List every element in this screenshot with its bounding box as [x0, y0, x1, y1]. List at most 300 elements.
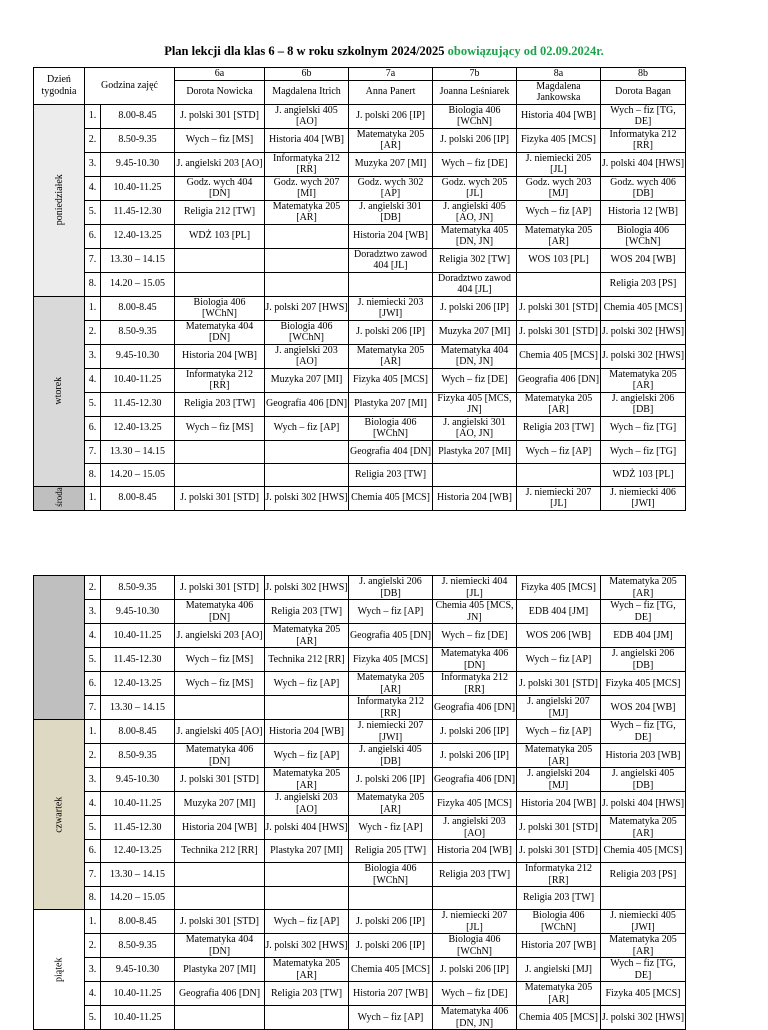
lesson-cell: Historia 404 [WB] — [265, 128, 349, 152]
lesson-cell: Religia 203 [TW] — [517, 416, 601, 440]
lesson-row — [34, 486, 686, 510]
lesson-row — [34, 440, 686, 463]
lesson-row — [34, 392, 686, 416]
lesson-cell: Religia 203 [TW] — [433, 863, 517, 887]
lesson-cell: Wych – fiz [AP] — [517, 648, 601, 672]
lesson-cell: Doradztwo zawod 404 [JL] — [433, 272, 517, 296]
lesson-number: 8. — [85, 887, 101, 910]
lesson-cell: Geografia 406 [DN] — [265, 392, 349, 416]
lesson-cell: J. niemiecki 205 [JL] — [517, 152, 601, 176]
lesson-cell: Wych – fiz [MS] — [175, 416, 265, 440]
header-class: 6b — [265, 68, 349, 81]
title-main: Plan lekcji dla klas 6 – 8 w roku szkolnym 2024/2025 — [164, 44, 448, 58]
day-cell — [34, 104, 85, 296]
lesson-cell: J. polski 301 [STD] — [517, 320, 601, 344]
lesson-time: 10.40-11.25 — [101, 982, 175, 1006]
lesson-cell: Historia 204 [WB] — [517, 792, 601, 816]
lesson-number: 6. — [85, 840, 101, 863]
lesson-row — [34, 624, 686, 648]
lesson-cell: Wych – fiz [TG, DE] — [601, 958, 686, 982]
lesson-time: 8.50-9.35 — [101, 576, 175, 600]
lesson-row — [34, 176, 686, 200]
lesson-cell: Religia 203 [TW] — [349, 463, 433, 486]
lesson-cell — [517, 272, 601, 296]
lesson-time: 8.00-8.45 — [101, 296, 175, 320]
lesson-cell: Technika 212 [RR] — [265, 648, 349, 672]
lesson-cell: J. polski 206 [IP] — [433, 744, 517, 768]
day-cell — [34, 576, 85, 720]
lesson-cell: J. niemiecki 207 [JL] — [517, 486, 601, 510]
header-class: 7b — [433, 68, 517, 81]
lesson-cell: Biologia 406 [WChN] — [349, 863, 433, 887]
lesson-cell: Religia 203 [PS] — [601, 272, 686, 296]
lesson-cell: J. angielski 301 [DB] — [349, 200, 433, 224]
lesson-number: 8. — [85, 272, 101, 296]
lesson-row — [34, 224, 686, 248]
lesson-number: 1. — [85, 486, 101, 510]
day-cell — [34, 910, 85, 1030]
header-teacher: Dorota Nowicka — [175, 80, 265, 104]
lesson-cell: Religia 203 [TW] — [175, 392, 265, 416]
lesson-cell: Wych – fiz [MS] — [175, 672, 265, 696]
lesson-cell — [175, 1006, 265, 1030]
lesson-time: 8.00-8.45 — [101, 104, 175, 128]
lesson-cell — [265, 887, 349, 910]
lesson-number: 2. — [85, 744, 101, 768]
lesson-cell: Muzyka 207 [MI] — [175, 792, 265, 816]
lesson-number: 3. — [85, 152, 101, 176]
lesson-cell: Godz. wych 406 [DB] — [601, 176, 686, 200]
lesson-cell: Plastyka 207 [MI] — [349, 392, 433, 416]
lesson-cell: Wych – fiz [AP] — [517, 200, 601, 224]
day-name: środa — [54, 487, 64, 507]
lesson-cell: Matematyka 406 [DN, JN] — [433, 1006, 517, 1030]
header-hour-column: Godzina zajęć — [85, 68, 175, 105]
lesson-cell: J. angielski 405 [DB] — [349, 744, 433, 768]
lesson-cell: Geografia 406 [DN] — [517, 368, 601, 392]
lesson-cell: J. niemiecki 404 [JL] — [433, 576, 517, 600]
header-class: 8b — [601, 68, 686, 81]
lesson-cell: WOS 103 [PL] — [517, 248, 601, 272]
lesson-cell: Religia 203 [TW] — [265, 982, 349, 1006]
lesson-cell: J. niemiecki 405 [JWI] — [601, 910, 686, 934]
lesson-cell — [265, 863, 349, 887]
lesson-cell: Matematyka 205 [AR] — [601, 816, 686, 840]
lesson-cell: J. polski 301 [STD] — [517, 816, 601, 840]
lesson-cell: Biologia 406 [WChN] — [175, 296, 265, 320]
lesson-number: 3. — [85, 600, 101, 624]
lesson-row — [34, 720, 686, 744]
page-title — [0, 43, 768, 59]
lesson-cell: J. polski 207 [HWS] — [265, 296, 349, 320]
lesson-number: 4. — [85, 982, 101, 1006]
lesson-time: 8.00-8.45 — [101, 910, 175, 934]
lesson-cell: J. niemiecki 207 [JL] — [433, 910, 517, 934]
lesson-cell: J. polski 206 [IP] — [349, 768, 433, 792]
lesson-row — [34, 416, 686, 440]
lesson-cell: J. polski 302 [HWS] — [265, 934, 349, 958]
lesson-cell: Geografia 405 [DN] — [349, 624, 433, 648]
lesson-cell: Religia 302 [TW] — [433, 248, 517, 272]
lesson-time: 12.40-13.25 — [101, 672, 175, 696]
lesson-row — [34, 768, 686, 792]
lesson-cell: Matematyka 406 [DN] — [175, 600, 265, 624]
lesson-cell: Informatyka 212 [RR] — [175, 368, 265, 392]
lesson-cell — [517, 463, 601, 486]
lesson-cell: Fizyka 405 [MCS] — [349, 648, 433, 672]
lesson-time: 11.45-12.30 — [101, 816, 175, 840]
lesson-cell: Matematyka 205 [AR] — [601, 576, 686, 600]
lesson-cell — [265, 224, 349, 248]
lesson-number: 4. — [85, 368, 101, 392]
header-teacher: Joanna Leśniarek — [433, 80, 517, 104]
lesson-cell: WOS 206 [WB] — [517, 624, 601, 648]
lesson-cell: Wych – fiz [AP] — [349, 1006, 433, 1030]
lesson-cell: Religia 203 [PS] — [601, 863, 686, 887]
lesson-cell: Matematyka 404 [DN] — [175, 320, 265, 344]
lesson-cell: Wych – fiz [AP] — [265, 910, 349, 934]
lesson-time: 8.00-8.45 — [101, 486, 175, 510]
lesson-cell: Doradztwo zawod 404 [JL] — [349, 248, 433, 272]
lesson-time: 10.40-11.25 — [101, 1006, 175, 1030]
lesson-cell: Chemia 405 [MCS] — [517, 344, 601, 368]
lesson-time: 13.30 – 14.15 — [101, 696, 175, 720]
lesson-cell: Matematyka 205 [AR] — [349, 792, 433, 816]
lesson-cell: J. polski 301 [STD] — [175, 910, 265, 934]
lesson-cell: Historia 207 [WB] — [517, 934, 601, 958]
header-teacher: Magdalena Itrich — [265, 80, 349, 104]
lesson-cell: J. angielski 405 [AO] — [265, 104, 349, 128]
lesson-cell: WDŻ 103 [PL] — [601, 463, 686, 486]
lesson-cell: Chemia 405 [MCS] — [601, 840, 686, 863]
lesson-cell: J. polski 206 [IP] — [349, 320, 433, 344]
lesson-time: 11.45-12.30 — [101, 392, 175, 416]
lesson-number: 1. — [85, 104, 101, 128]
lesson-row — [34, 887, 686, 910]
lesson-number: 6. — [85, 416, 101, 440]
lesson-time: 10.40-11.25 — [101, 368, 175, 392]
header-teacher: Dorota Bagan — [601, 80, 686, 104]
lesson-cell: Biologia 406 [WChN] — [433, 104, 517, 128]
lesson-cell: Historia 204 [WB] — [433, 840, 517, 863]
lesson-cell: Chemia 405 [MCS] — [601, 296, 686, 320]
lesson-cell — [349, 887, 433, 910]
lesson-cell: Wych – fiz [AP] — [349, 600, 433, 624]
lesson-cell: Wych - fiz [AP] — [349, 816, 433, 840]
lesson-cell: Chemia 405 [MCS] — [349, 486, 433, 510]
schedule-table-page2 — [33, 575, 686, 1030]
lesson-cell: J. polski 404 [HWS] — [601, 152, 686, 176]
lesson-row — [34, 982, 686, 1006]
lesson-cell: Matematyka 205 [AR] — [349, 128, 433, 152]
lesson-time: 8.50-9.35 — [101, 934, 175, 958]
lesson-cell: Wych – fiz [TG] — [601, 440, 686, 463]
lesson-cell — [349, 272, 433, 296]
lesson-cell: Muzyka 207 [MI] — [265, 368, 349, 392]
lesson-cell: J. angielski 207 [MJ] — [517, 696, 601, 720]
lesson-cell — [265, 1006, 349, 1030]
lesson-cell: Historia 204 [WB] — [175, 816, 265, 840]
lesson-number: 1. — [85, 296, 101, 320]
header-teacher: Anna Panert — [349, 80, 433, 104]
lesson-cell: Fizyka 405 [MCS] — [517, 128, 601, 152]
lesson-cell: Chemia 405 [MCS] — [349, 958, 433, 982]
lesson-number: 2. — [85, 320, 101, 344]
lesson-row — [34, 792, 686, 816]
lesson-cell: J. polski 301 [STD] — [175, 486, 265, 510]
lesson-cell: J. polski 404 [HWS] — [265, 816, 349, 840]
lesson-row — [34, 863, 686, 887]
lesson-cell: J. angielski 204 [MJ] — [517, 768, 601, 792]
day-name: wtorek — [53, 377, 65, 405]
lesson-cell: Biologia 406 [WChN] — [265, 320, 349, 344]
lesson-row — [34, 463, 686, 486]
lesson-cell: J. angielski 203 [AO] — [265, 344, 349, 368]
lesson-cell — [601, 887, 686, 910]
lesson-number: 2. — [85, 128, 101, 152]
lesson-cell: Matematyka 406 [DN] — [433, 648, 517, 672]
lesson-row — [34, 128, 686, 152]
lesson-time: 13.30 – 14.15 — [101, 248, 175, 272]
lesson-cell: J. angielski 203 [AO] — [175, 624, 265, 648]
lesson-cell: J. polski 302 [HWS] — [265, 486, 349, 510]
lesson-cell: Matematyka 205 [AR] — [517, 224, 601, 248]
lesson-cell: Wych – fiz [TG] — [601, 416, 686, 440]
lesson-cell: Chemia 405 [MCS] — [517, 1006, 601, 1030]
lesson-cell: Historia 204 [WB] — [349, 224, 433, 248]
lesson-cell: Geografia 406 [DN] — [433, 768, 517, 792]
lesson-time: 10.40-11.25 — [101, 792, 175, 816]
lesson-cell: J. polski 301 [STD] — [517, 672, 601, 696]
lesson-cell: J. angielski 405 [DB] — [601, 768, 686, 792]
lesson-cell: Matematyka 205 [AR] — [601, 934, 686, 958]
lesson-cell: Wych – fiz [AP] — [265, 416, 349, 440]
lesson-cell: J. niemiecki 207 [JWI] — [349, 720, 433, 744]
lesson-time: 14.20 – 15.05 — [101, 272, 175, 296]
lesson-cell: Wych – fiz [MS] — [175, 648, 265, 672]
lesson-cell: Muzyka 207 [MI] — [349, 152, 433, 176]
lesson-cell: Fizyka 405 [MCS, JN] — [433, 392, 517, 416]
lesson-row — [34, 368, 686, 392]
lesson-cell: Fizyka 405 [MCS] — [349, 368, 433, 392]
lesson-cell: Wych – fiz [AP] — [265, 744, 349, 768]
lesson-cell: Informatyka 212 [RR] — [517, 863, 601, 887]
lesson-cell: Matematyka 205 [AR] — [265, 958, 349, 982]
header-teacher: Magdalena Jankowska — [517, 80, 601, 104]
lesson-cell: Matematyka 205 [AR] — [265, 768, 349, 792]
lesson-time: 9.45-10.30 — [101, 600, 175, 624]
lesson-number: 5. — [85, 1006, 101, 1030]
lesson-cell: WOS 204 [WB] — [601, 248, 686, 272]
lesson-number: 3. — [85, 958, 101, 982]
lesson-number: 4. — [85, 792, 101, 816]
lesson-row — [34, 200, 686, 224]
lesson-number: 7. — [85, 248, 101, 272]
day-name: poniedziałek — [53, 174, 65, 226]
lesson-number: 7. — [85, 863, 101, 887]
lesson-cell — [175, 272, 265, 296]
lesson-number: 8. — [85, 463, 101, 486]
lesson-cell: Wych – fiz [TG, DE] — [601, 600, 686, 624]
lesson-cell: J. polski 206 [IP] — [433, 296, 517, 320]
lesson-cell: J. angielski 203 [AO] — [433, 816, 517, 840]
lesson-cell: Biologia 406 [WChN] — [517, 910, 601, 934]
lesson-row — [34, 296, 686, 320]
lesson-row — [34, 648, 686, 672]
lesson-cell: Plastyka 207 [MI] — [265, 840, 349, 863]
lesson-number: 5. — [85, 392, 101, 416]
lesson-cell: Informatyka 212 [RR] — [433, 672, 517, 696]
lesson-cell — [265, 440, 349, 463]
lesson-cell: Biologia 406 [WChN] — [601, 224, 686, 248]
lesson-cell: WDŻ 103 [PL] — [175, 224, 265, 248]
lesson-cell — [265, 248, 349, 272]
lesson-cell: Matematyka 404 [DN] — [175, 934, 265, 958]
lesson-row — [34, 272, 686, 296]
lesson-time: 12.40-13.25 — [101, 840, 175, 863]
lesson-cell: Fizyka 405 [MCS] — [601, 982, 686, 1006]
lesson-cell: Technika 212 [RR] — [175, 840, 265, 863]
lesson-cell: J. polski 302 [HWS] — [601, 344, 686, 368]
lesson-cell — [265, 696, 349, 720]
lesson-cell: Wych – fiz [AP] — [517, 440, 601, 463]
lesson-number: 7. — [85, 440, 101, 463]
lesson-cell: J. polski 206 [IP] — [349, 910, 433, 934]
lesson-cell: J. angielski 405 [AO] — [175, 720, 265, 744]
lesson-cell: Biologia 406 [WChN] — [349, 416, 433, 440]
lesson-cell — [175, 887, 265, 910]
lesson-cell — [265, 463, 349, 486]
lesson-cell: J. angielski 405 [AO, JN] — [433, 200, 517, 224]
lesson-number: 4. — [85, 624, 101, 648]
lesson-row — [34, 934, 686, 958]
lesson-cell: Wych – fiz [TG, DE] — [601, 104, 686, 128]
lesson-number: 6. — [85, 224, 101, 248]
lesson-cell: Religia 203 [TW] — [517, 887, 601, 910]
lesson-cell: Historia 207 [WB] — [349, 982, 433, 1006]
lesson-cell — [433, 463, 517, 486]
lesson-cell: J. polski 206 [IP] — [433, 958, 517, 982]
lesson-row — [34, 248, 686, 272]
lesson-cell: J. polski 206 [IP] — [349, 934, 433, 958]
lesson-cell: J. polski 206 [IP] — [349, 104, 433, 128]
lesson-cell: Religia 212 [TW] — [175, 200, 265, 224]
lesson-cell: Informatyka 212 [RR] — [601, 128, 686, 152]
lesson-cell: Fizyka 405 [MCS] — [601, 672, 686, 696]
lesson-cell: Religia 203 [TW] — [265, 600, 349, 624]
lesson-cell: Matematyka 406 [DN] — [175, 744, 265, 768]
lesson-cell: Geografia 404 [DN] — [349, 440, 433, 463]
header-class: 6a — [175, 68, 265, 81]
lesson-time: 11.45-12.30 — [101, 648, 175, 672]
lesson-cell — [433, 887, 517, 910]
lesson-cell: Chemia 405 [MCS, JN] — [433, 600, 517, 624]
lesson-cell: J. polski 301 [STD] — [517, 296, 601, 320]
lesson-cell — [175, 863, 265, 887]
lesson-cell — [265, 272, 349, 296]
lesson-time: 14.20 – 15.05 — [101, 463, 175, 486]
lesson-time: 8.50-9.35 — [101, 128, 175, 152]
header-class: 8a — [517, 68, 601, 81]
lesson-row — [34, 958, 686, 982]
lesson-cell: Matematyka 404 [DN, JN] — [433, 344, 517, 368]
lesson-cell: Wych – fiz [AP] — [265, 672, 349, 696]
lesson-cell: Wych – fiz [DE] — [433, 152, 517, 176]
lesson-cell: J. angielski 203 [AO] — [265, 792, 349, 816]
lesson-cell: Historia 12 [WB] — [601, 200, 686, 224]
lesson-row — [34, 600, 686, 624]
lesson-number: 1. — [85, 910, 101, 934]
lesson-cell — [175, 696, 265, 720]
lesson-cell: J. polski 206 [IP] — [433, 720, 517, 744]
lesson-cell: Matematyka 205 [AR] — [517, 744, 601, 768]
lesson-time: 13.30 – 14.15 — [101, 863, 175, 887]
lesson-cell: Wych – fiz [TG, DE] — [601, 720, 686, 744]
lesson-cell: Godz. wych 207 [MI] — [265, 176, 349, 200]
day-name: czwartek — [53, 796, 65, 833]
lesson-cell: J. angielski 206 [DB] — [601, 392, 686, 416]
lesson-time: 13.30 – 14.15 — [101, 440, 175, 463]
lesson-cell: Matematyka 205 [AR] — [265, 624, 349, 648]
lesson-cell: J. polski 302 [HWS] — [265, 576, 349, 600]
lesson-row — [34, 672, 686, 696]
lesson-cell: Historia 204 [WB] — [433, 486, 517, 510]
lesson-cell: Matematyka 205 [AR] — [349, 344, 433, 368]
lesson-cell: Informatyka 212 [RR] — [349, 696, 433, 720]
lesson-time: 14.20 – 15.05 — [101, 887, 175, 910]
lesson-number: 5. — [85, 200, 101, 224]
lesson-row — [34, 816, 686, 840]
lesson-cell: Plastyka 207 [MI] — [433, 440, 517, 463]
lesson-number: 7. — [85, 696, 101, 720]
lesson-cell: Historia 204 [WB] — [265, 720, 349, 744]
lesson-cell — [175, 463, 265, 486]
lesson-cell: Geografia 406 [DN] — [175, 982, 265, 1006]
lesson-time: 9.45-10.30 — [101, 958, 175, 982]
lesson-cell: Godz. wych 302 [AP] — [349, 176, 433, 200]
lesson-cell: J. angielski 203 [AO] — [175, 152, 265, 176]
lesson-cell: Wych – fiz [DE] — [433, 982, 517, 1006]
day-cell — [34, 296, 85, 486]
lesson-time: 12.40-13.25 — [101, 224, 175, 248]
lesson-cell: Matematyka 205 [AR] — [517, 392, 601, 416]
lesson-cell: J. polski 404 [HWS] — [601, 792, 686, 816]
lesson-row — [34, 1006, 686, 1030]
lesson-cell: J. angielski 206 [DB] — [349, 576, 433, 600]
lesson-cell: Matematyka 205 [AR] — [265, 200, 349, 224]
lesson-row — [34, 104, 686, 128]
lesson-cell: Historia 204 [WB] — [175, 344, 265, 368]
lesson-cell — [175, 440, 265, 463]
lesson-cell: Fizyka 405 [MCS] — [433, 792, 517, 816]
lesson-cell: Wych – fiz [AP] — [517, 720, 601, 744]
header-row-classes — [34, 68, 686, 81]
lesson-row — [34, 744, 686, 768]
title-effective-date: obowiązujący od 02.09.2024r. — [447, 44, 604, 58]
lesson-time: 9.45-10.30 — [101, 768, 175, 792]
lesson-cell: J. niemiecki 406 [JWI] — [601, 486, 686, 510]
lesson-time: 8.00-8.45 — [101, 720, 175, 744]
lesson-cell: Godz. wych 203 [MJ] — [517, 176, 601, 200]
lesson-number: 6. — [85, 672, 101, 696]
lesson-number: 4. — [85, 176, 101, 200]
lesson-cell: Wych – fiz [MS] — [175, 128, 265, 152]
lesson-time: 11.45-12.30 — [101, 200, 175, 224]
lesson-time: 8.50-9.35 — [101, 320, 175, 344]
lesson-row — [34, 840, 686, 863]
lesson-cell: J. angielski 206 [DB] — [601, 648, 686, 672]
lesson-time: 8.50-9.35 — [101, 744, 175, 768]
